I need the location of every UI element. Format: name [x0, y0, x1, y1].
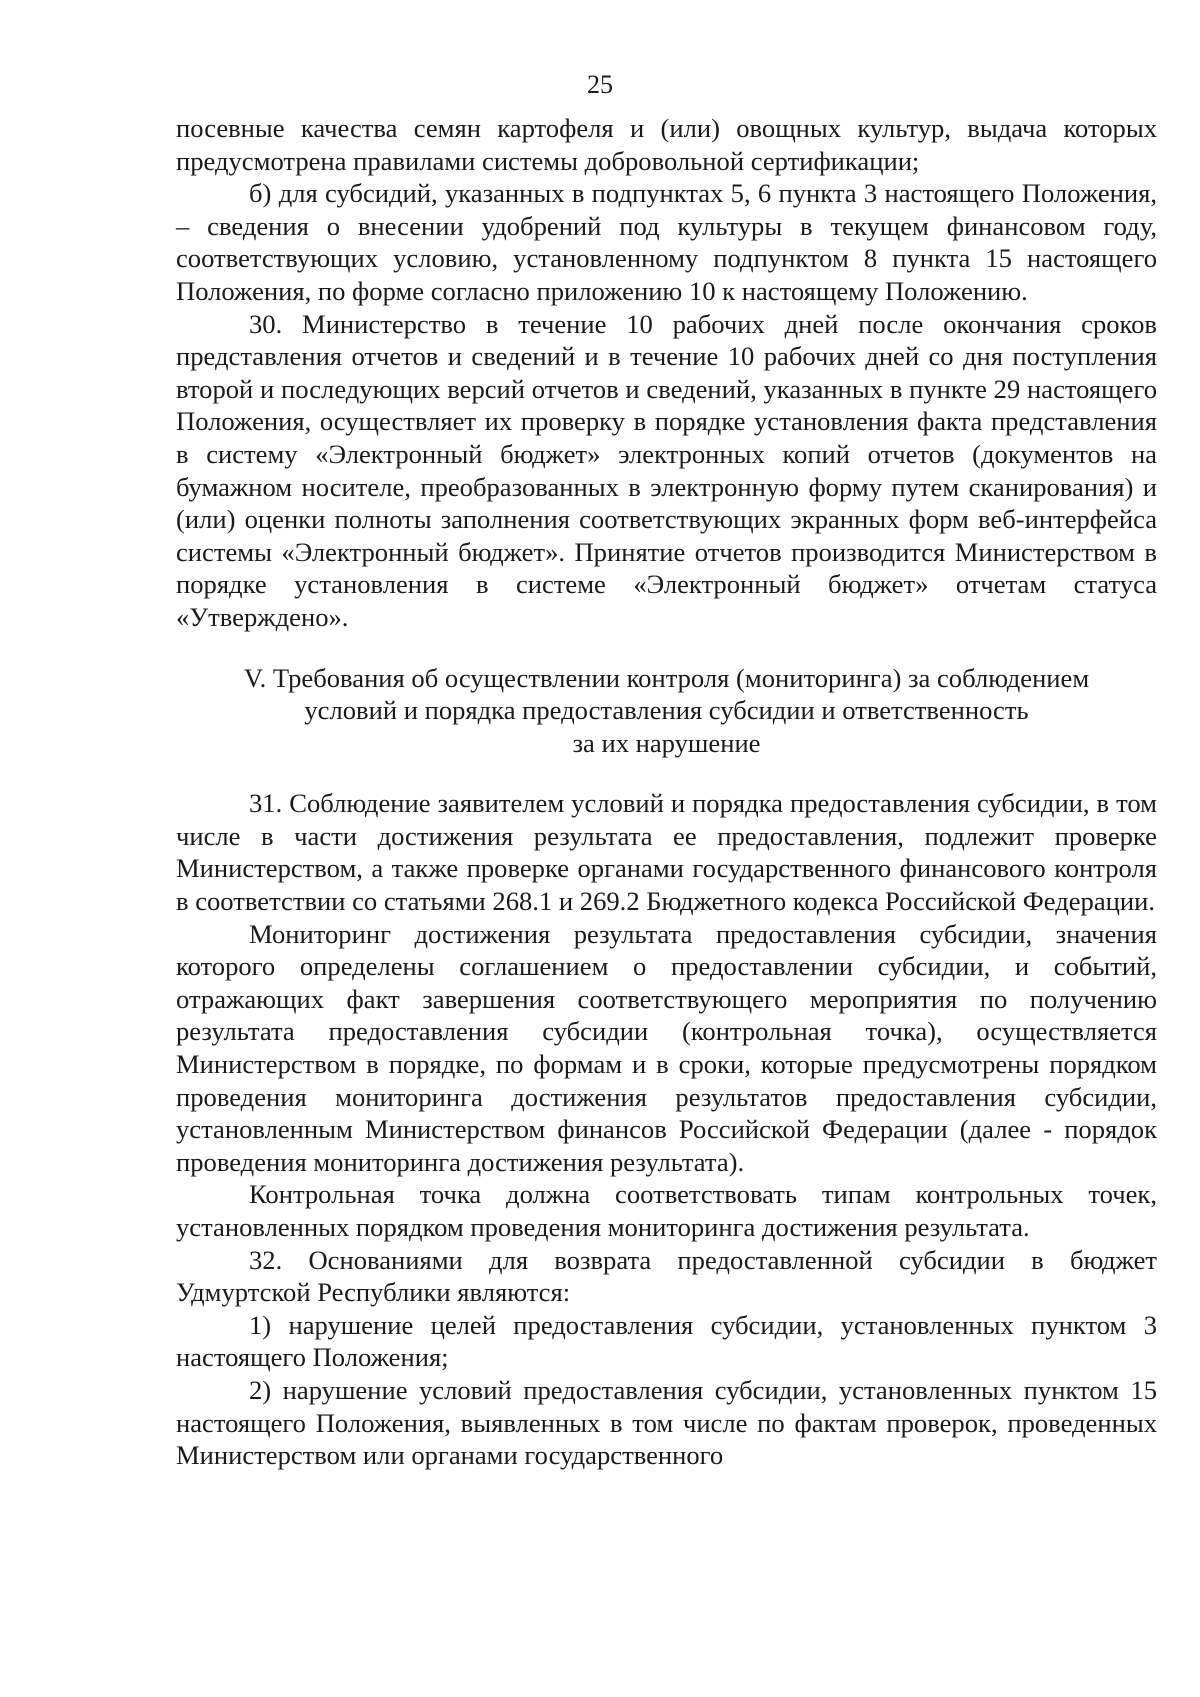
paragraph-continuation: посевные качества семян картофеля и (или) овощных культур, выдача которых предусмотрена правилами системы добровольной сертификации;: [176, 113, 1157, 176]
paragraph-30: 30. Министерство в течение 10 рабочих дней после окончания сроков представления отчетов и сведений и в течение 10 рабочих дней со дня поступления второй и последующих версий отчетов и сведений, указанных в пункте 29 настоящего Положения, осуществляет их проверку в порядке установления факта представления в систему «Электронный бюджет» электронных копий отчетов (документов на бумажном носителе, преобразованных в электронную форму путем сканирования) и (или) оценки полноты заполнения соответствующих экранных форм веб-интерфейса системы «Электронный бюджет». Принятие отчетов производится Министерством в порядке установления в системе «Электронный бюджет» отчетам статуса «Утверждено».: [176, 308, 1157, 632]
paragraph-32-item-1: 1) нарушение целей предоставления субсидии, установленных пунктом 3 настоящего Положения;: [176, 1309, 1157, 1373]
document-body: [176, 112, 1157, 1472]
paragraph-31: 31. Соблюдение заявителем условий и порядка предоставления субсидии, в том числе в части достижения результата ее предоставления, подлежит проверке Министерством, а также проверке органами государственного финансового контроля в соответствии со статьями 268.1 и 269.2 Бюджетного кодекса Российской Федерации.: [176, 788, 1157, 917]
paragraph-32-item-2: 2) нарушение условий предоставления субсидии, установленных пунктом 15 настоящего Положения, выявленных в том числе по фактам проверок, проведенных Министерством или органами государственного: [176, 1374, 1157, 1471]
section-heading-line: за их нарушение: [572, 727, 761, 758]
paragraph-32: 32. Основаниями для возврата предоставленной субсидии в бюджет Удмуртской Республики являются:: [176, 1244, 1157, 1308]
page-number: 25: [587, 70, 613, 99]
section-heading-line: условий и порядка предоставления субсидии и ответственность: [304, 695, 1029, 726]
paragraph-monitoring: Мониторинг достижения результата предоставления субсидии, значения которого определены соглашением о предоставлении субсидии, и событий, отражающих факт завершения соответствующего мероприятия по получению результата предоставления субсидии (контрольная точка), осуществляется Министерством в порядке, по формам и в сроки, которые предусмотрены порядком проведения мониторинга достижения результатов предоставления субсидии, установленным Министерством финансов Российской Федерации (далее - порядок проведения мониторинга достижения результата).: [176, 918, 1157, 1177]
paragraph-subitem-b: б) для субсидий, указанных в подпунктах 5, 6 пункта 3 настоящего Положения, – сведения о внесении удобрений под культуры в текущем финансовом году, соответствующих условию, установленному подпунктом 8 пункта 15 настоящего Положения, по форме согласно приложению 10 к настоящему Положению.: [176, 178, 1157, 306]
section-heading-line: V. Требования об осуществлении контроля (мониторинга) за соблюдением: [243, 662, 1090, 693]
section-heading: [176, 662, 1157, 760]
paragraph-control-point: Контрольная точка должна соответствовать типам контрольных точек, установленных порядком проведения мониторинга достижения результата.: [176, 1179, 1157, 1242]
